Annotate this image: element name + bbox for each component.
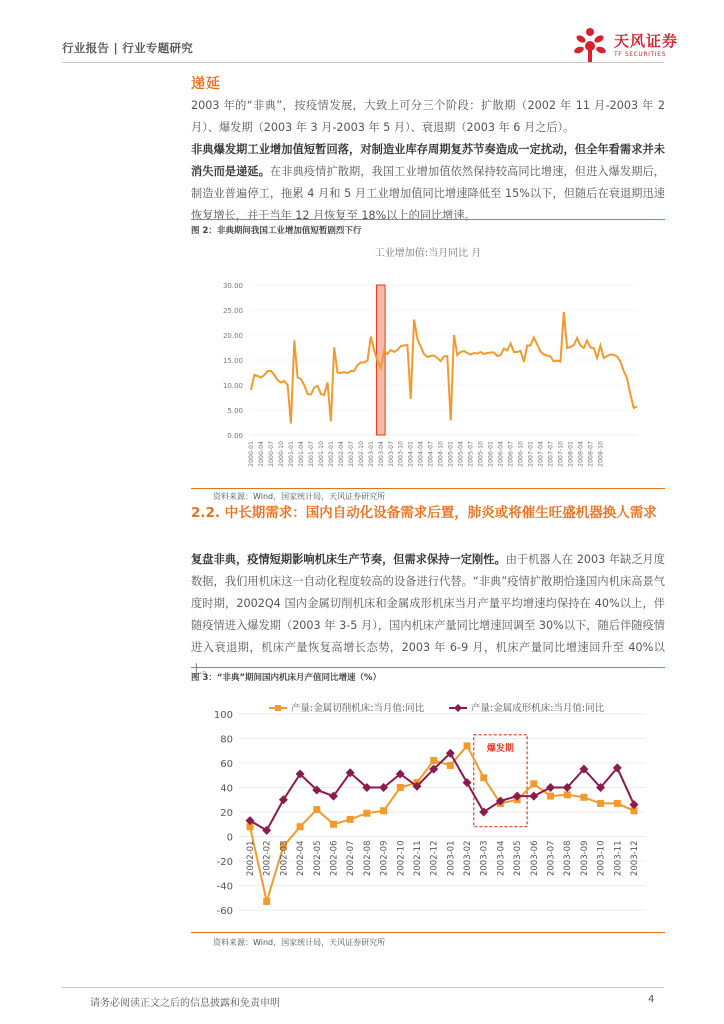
chart-title: 工业增加值:当月同比 月 — [374, 248, 482, 259]
x-tick-label: 2003-11 — [613, 840, 624, 877]
x-tick-label: 2008-10 — [597, 441, 605, 467]
figure-bottom-rule — [191, 488, 665, 489]
figure-caption: 图 2：非典期间我国工业增加值短暂剧烈下行 — [191, 226, 362, 236]
x-tick-label: 2007-01 — [527, 441, 535, 467]
figure-caption: 图 3：“非典”期间国内机床月产值同比增速（%） — [191, 673, 382, 683]
data-point — [464, 742, 471, 749]
y-tick-label: -40 — [216, 881, 233, 893]
logo-name: 天风证券 — [614, 32, 679, 50]
y-tick-label: 5.00 — [227, 407, 243, 415]
data-point — [597, 800, 604, 807]
data-point — [330, 821, 337, 828]
x-tick-label: 2003-04 — [377, 441, 385, 467]
figure-source: 资料来源：Wind，国家统计局，天风证券研究所 — [213, 938, 386, 947]
figure-top-rule — [191, 219, 665, 220]
y-tick-label: -60 — [216, 906, 233, 917]
x-tick-label: 2003-03 — [479, 840, 490, 877]
x-tick-label: 2007-07 — [547, 441, 555, 467]
x-tick-label: 2005-10 — [477, 441, 485, 467]
x-tick-label: 2003-01 — [367, 441, 375, 467]
x-tick-label: 2002-01 — [327, 441, 335, 467]
y-tick-label: 15.00 — [222, 357, 243, 365]
x-tick-label: 2005-01 — [447, 441, 455, 467]
data-point — [363, 810, 370, 817]
x-tick-label: 2000-04 — [257, 441, 265, 467]
data-point — [546, 783, 555, 792]
data-point — [397, 784, 404, 791]
x-tick-label: 2002-11 — [412, 840, 423, 877]
x-tick-label: 2006-10 — [517, 441, 525, 467]
y-tick-label: 30.00 — [222, 282, 243, 290]
data-point — [380, 807, 387, 814]
x-tick-label: 2002-07 — [346, 840, 357, 877]
footer-disclaimer: 请务必阅读正文之后的信息披露和免责申明 — [90, 998, 280, 1009]
data-point — [529, 792, 538, 801]
y-tick-label: 20 — [220, 808, 233, 819]
footer-divider — [62, 987, 664, 988]
y-tick-label: 40 — [220, 783, 233, 795]
x-tick-label: 2002-09 — [379, 840, 390, 877]
x-tick-label: 2003-06 — [529, 840, 540, 877]
x-tick-label: 2006-07 — [507, 441, 515, 467]
paragraph-industrial-value — [191, 139, 665, 227]
paragraph-lead: 复盘非典，疫情短期影响机床生产节奏，但需求保持一定刚性。 — [191, 553, 506, 566]
x-tick-label: 2001-10 — [317, 441, 325, 467]
y-tick-label: 0.00 — [227, 432, 243, 440]
data-point — [297, 823, 304, 830]
legend-marker — [275, 705, 281, 711]
x-tick-label: 2007-10 — [557, 441, 565, 467]
x-tick-label: 2002-01 — [246, 840, 256, 877]
x-tick-label: 2002-05 — [312, 840, 323, 877]
data-point — [313, 806, 320, 813]
x-tick-label: 2003-01 — [446, 840, 457, 877]
data-point — [463, 778, 472, 787]
legend-label: 产量:金属切削机床:当月值:同比 — [291, 703, 425, 714]
data-point — [530, 780, 537, 787]
page-number: 4 — [648, 994, 655, 1005]
x-tick-label: 2003-09 — [579, 840, 590, 877]
cutting-machine-series — [250, 746, 634, 902]
figure-bottom-rule — [191, 932, 665, 933]
x-tick-label: 2002-06 — [329, 840, 340, 877]
x-tick-label: 2000-07 — [267, 441, 275, 467]
x-tick-label: 2003-05 — [513, 840, 524, 877]
x-tick-label: 2000-10 — [277, 441, 285, 467]
data-point — [580, 794, 587, 801]
x-tick-label: 2001-04 — [297, 441, 305, 467]
report-type-breadcrumb: 行业报告 | 行业专题研究 — [62, 41, 194, 55]
x-tick-label: 2002-10 — [396, 840, 407, 877]
data-point — [347, 816, 354, 823]
x-tick-label: 2008-07 — [587, 441, 595, 467]
data-point — [480, 774, 487, 781]
industrial-value-chart — [191, 238, 665, 488]
x-tick-label: 2002-08 — [362, 840, 373, 877]
legend-label: 产量:金属成形机床:当月值:同比 — [471, 703, 605, 714]
paragraph-phases: 2003 年的“非典”，按疫情发展，大致上可分三个阶段：扩散期（2002 年 11 月-2003 年 2 月）、爆发期（2003 年 3 月-2003 年 5 月）、衰退期（2003 年 6 月之后）。 — [191, 99, 665, 134]
y-tick-label: 100 — [213, 710, 233, 721]
section-title: 递延 — [191, 76, 221, 92]
subsection-title: 2.2. 中长期需求：国内自动化设备需求后置，肺炎或将催生旺盛机器换人需求 — [191, 505, 657, 521]
x-tick-label: 2002-10 — [357, 441, 365, 467]
data-point — [564, 791, 571, 798]
x-tick-label: 2003-07 — [387, 441, 395, 467]
y-tick-label: 20.00 — [222, 332, 243, 340]
figure-source: 资料来源：Wind，国家统计局，天风证券研究所 — [213, 492, 386, 501]
x-tick-label: 2002-12 — [429, 840, 440, 877]
paragraph-machine-tools — [191, 549, 665, 681]
x-tick-label: 2004-07 — [427, 441, 435, 467]
y-tick-label: 10.00 — [222, 382, 243, 390]
paragraph-lead: 非典爆发期工业增加值短暂回落，对制造业库存周期复苏节奏造成一定扰动，但全年看需求并未消失而是递延。 — [191, 143, 665, 178]
x-tick-label: 2005-07 — [467, 441, 475, 467]
x-tick-label: 2008-04 — [577, 441, 585, 467]
y-tick-label: 60 — [220, 759, 233, 770]
y-tick-label: 80 — [220, 734, 233, 746]
x-tick-label: 2001-07 — [307, 441, 315, 467]
data-point — [447, 762, 454, 769]
machine-tool-output-chart — [191, 688, 665, 931]
x-tick-label: 2000-01 — [248, 441, 255, 467]
x-tick-label: 2003-10 — [596, 840, 607, 877]
x-tick-label: 2006-01 — [487, 441, 495, 467]
logo-english-name: TF SECURITIES — [614, 51, 666, 58]
x-tick-label: 2003-02 — [463, 840, 474, 877]
x-tick-label: 2003-04 — [496, 840, 507, 877]
data-point — [614, 800, 621, 807]
data-point — [547, 793, 554, 800]
x-tick-label: 2003-07 — [546, 840, 557, 877]
x-tick-label: 2003-12 — [630, 840, 640, 877]
x-tick-label: 2008-01 — [567, 441, 575, 467]
x-tick-label: 2007-04 — [537, 441, 545, 467]
y-tick-label: -20 — [216, 857, 233, 868]
paragraph-body: 在非典疫情扩散期，我国工业增加值依然保持较高同比增速，但进入爆发期后，制造业普遍停工，拖累 4 月和 5 月工业增加值同比增速降低至 15%以下，但随后在衰退期迅速恢复增长，并于当年 12 月恢复至 18%以上的同比增速。 — [191, 165, 665, 222]
y-tick-label: 25.00 — [222, 307, 243, 315]
x-tick-label: 2003-10 — [397, 441, 405, 467]
data-point — [263, 898, 270, 905]
paragraph-body: 由于机器人在 2003 年缺乏月度数据，我们用机床这一自动化程度较高的设备进行代替。“非典”疫情扩散期恰逢国内机床高景气度时期，2002Q4 国内金属切削机床和金属成形机床当月产量平均增速均保持在 40%以上，伴随疫情进入爆发期（2003 年 3-5 月），国内机床产量同比增速回调至 30%以下，随后伴随疫情进入衰退期，机床产量恢复高增长态势，2003 年 6-9 月，机床产量同比增速回升至 40%以上。 — [191, 553, 665, 676]
series-line — [251, 312, 637, 424]
x-tick-label: 2004-04 — [417, 441, 425, 467]
x-tick-label: 2001-01 — [287, 441, 295, 467]
legend-marker — [454, 704, 462, 712]
x-tick-label: 2004-10 — [437, 441, 445, 467]
data-point — [430, 757, 437, 764]
y-tick-label: 0 — [226, 832, 233, 844]
figure-top-rule — [191, 667, 665, 668]
x-tick-label: 2006-04 — [497, 441, 505, 467]
x-tick-label: 2004-01 — [407, 441, 415, 467]
x-tick-label: 2005-04 — [457, 441, 465, 467]
data-point — [262, 826, 271, 835]
x-tick-label: 2002-03 — [279, 840, 290, 877]
x-tick-label: 2002-02 — [262, 840, 273, 877]
x-tick-label: 2002-04 — [296, 840, 307, 877]
x-tick-label: 2002-04 — [337, 441, 345, 467]
company-logo-icon — [566, 24, 612, 64]
x-tick-label: 2002-07 — [347, 441, 355, 467]
outbreak-annotation: 爆发期 — [486, 743, 514, 754]
x-tick-label: 2003-08 — [563, 840, 574, 877]
